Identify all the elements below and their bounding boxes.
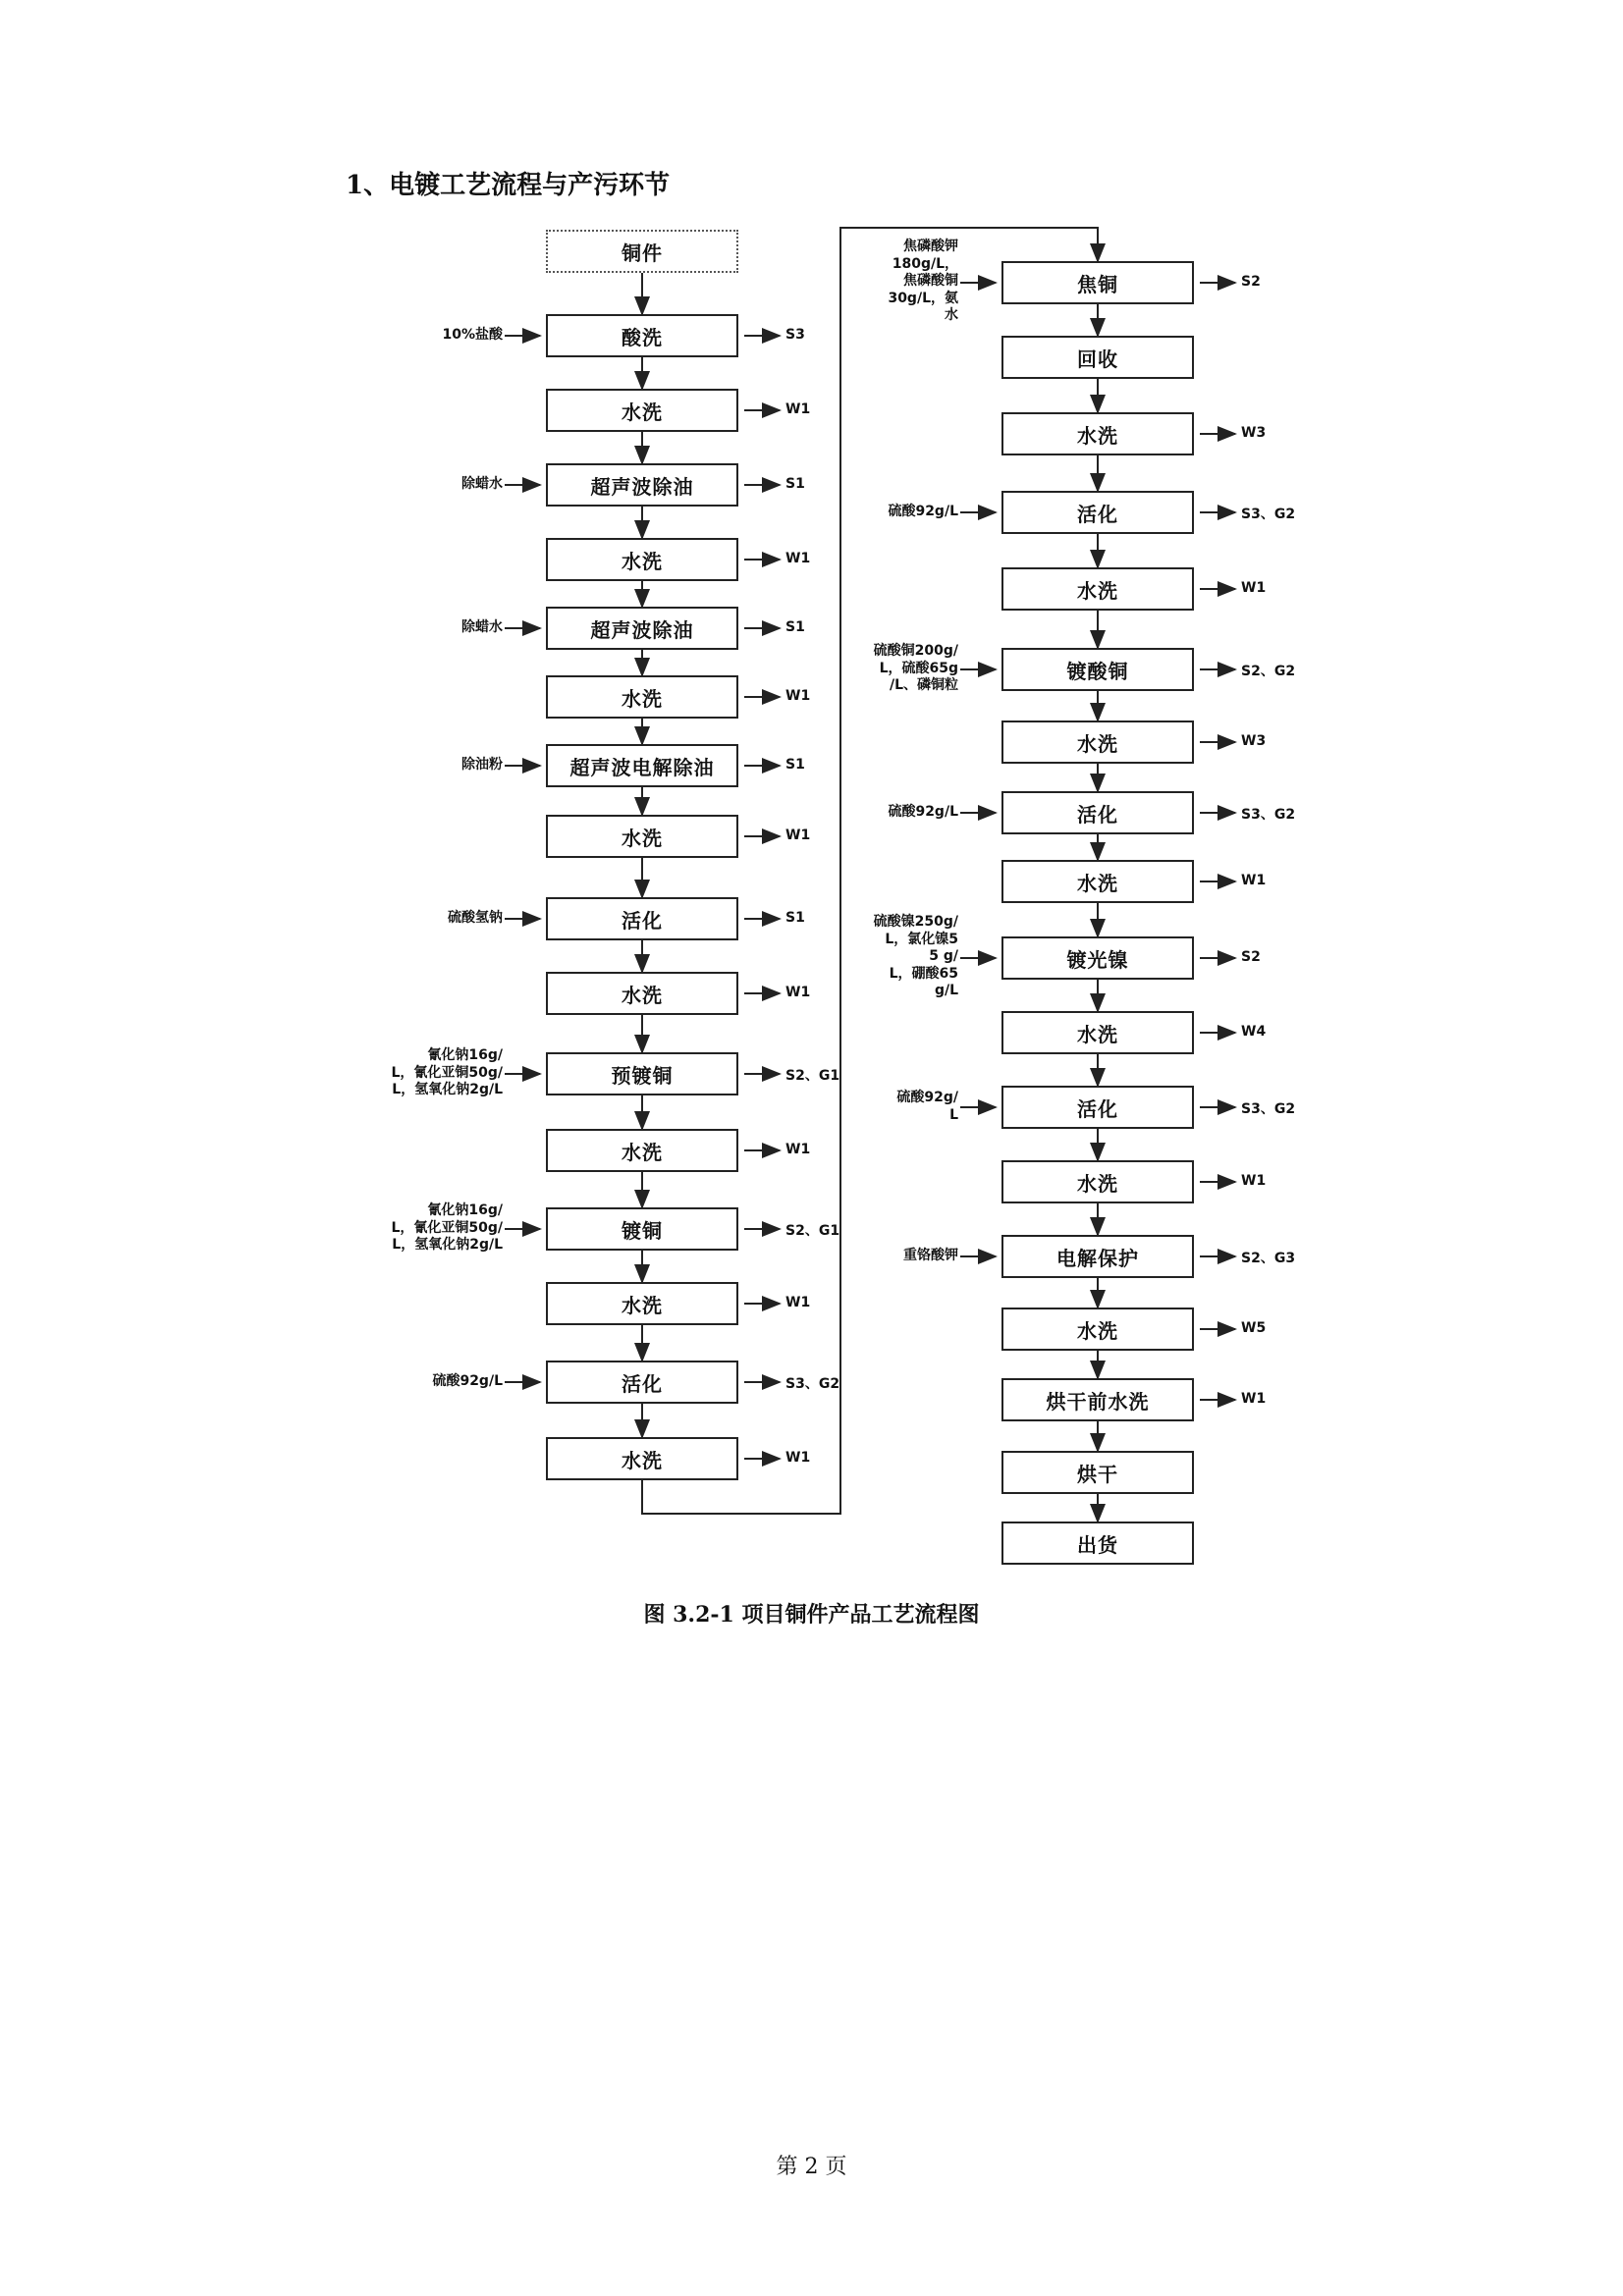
input-material-label: 除蜡水 — [461, 619, 503, 635]
right-step-box: 活化 — [1001, 491, 1194, 534]
right-step-box: 烘干 — [1001, 1451, 1194, 1494]
input-material-label: 氰化钠16g/ L，氰化亚铜50g/ L，氢氧化钠2g/L — [391, 1202, 503, 1253]
pollutant-output-label: W1 — [1241, 1391, 1267, 1407]
input-material-label: 除蜡水 — [461, 476, 503, 492]
input-material-label: 硫酸92g/L — [432, 1373, 503, 1389]
left-step-box: 水洗 — [546, 972, 738, 1015]
pollutant-output-label: S1 — [785, 910, 805, 926]
left-step-box: 预镀铜 — [546, 1052, 738, 1095]
left-step-box: 水洗 — [546, 1129, 738, 1172]
right-step-box: 活化 — [1001, 791, 1194, 834]
left-step-box: 超声波除油 — [546, 463, 738, 507]
right-step-box: 回收 — [1001, 336, 1194, 379]
left-step-box: 超声波除油 — [546, 607, 738, 650]
pollutant-output-label: W1 — [785, 1142, 811, 1157]
pollutant-output-label: S2 — [1241, 274, 1261, 290]
pollutant-output-label: W1 — [1241, 873, 1267, 888]
left-step-box: 活化 — [546, 897, 738, 940]
pollutant-output-label: W3 — [1241, 425, 1267, 441]
pollutant-output-label: S3、G2 — [1241, 507, 1296, 522]
pollutant-output-label: W4 — [1241, 1024, 1267, 1040]
pollutant-output-label: W1 — [785, 551, 811, 566]
left-step-box: 水洗 — [546, 389, 738, 432]
pollutant-output-label: S2 — [1241, 949, 1261, 965]
pollutant-output-label: W1 — [785, 688, 811, 704]
right-step-box: 出货 — [1001, 1522, 1194, 1565]
right-step-box: 镀光镍 — [1001, 936, 1194, 980]
left-step-box: 酸洗 — [546, 314, 738, 357]
pollutant-output-label: S1 — [785, 757, 805, 773]
pollutant-output-label: S3 — [785, 327, 805, 343]
pollutant-output-label: W1 — [1241, 1173, 1267, 1189]
pollutant-output-label: W5 — [1241, 1320, 1267, 1336]
input-material-label: 硫酸铜200g/ L，硫酸65g /L、磷铜粒 — [873, 643, 958, 693]
pollutant-output-label: S1 — [785, 619, 805, 635]
input-material-label: 除油粉 — [461, 757, 503, 773]
right-step-box: 镀酸铜 — [1001, 648, 1194, 691]
right-step-box: 水洗 — [1001, 860, 1194, 903]
figure-caption: 图 3.2-1 项目铜件产品工艺流程图 — [643, 1602, 980, 1628]
pollutant-output-label: W1 — [785, 985, 811, 1000]
left-step-box: 超声波电解除油 — [546, 744, 738, 787]
right-step-box: 水洗 — [1001, 1160, 1194, 1203]
input-material-label: 10%盐酸 — [442, 327, 503, 343]
right-step-box: 烘干前水洗 — [1001, 1378, 1194, 1421]
right-step-box: 水洗 — [1001, 567, 1194, 611]
input-material-label: 硫酸92g/L — [888, 804, 958, 820]
pollutant-output-label: S3、G2 — [1241, 1101, 1296, 1117]
pollutant-output-label: W1 — [785, 828, 811, 843]
input-material-label: 硫酸92g/ L — [896, 1090, 958, 1123]
input-material-label: 重铬酸钾 — [903, 1248, 958, 1263]
pollutant-output-label: S3、G2 — [1241, 807, 1296, 823]
right-step-box: 电解保护 — [1001, 1235, 1194, 1278]
right-step-box: 水洗 — [1001, 1308, 1194, 1351]
page-heading: 1、电镀工艺流程与产污环节 — [346, 171, 671, 200]
pollutant-output-label: S2、G1 — [785, 1068, 840, 1084]
right-step-box: 活化 — [1001, 1086, 1194, 1129]
pollutant-output-label: W1 — [785, 1295, 811, 1310]
pollutant-output-label: W1 — [1241, 580, 1267, 596]
left-step-box: 铜件 — [546, 230, 738, 273]
right-step-box: 焦铜 — [1001, 261, 1194, 304]
pollutant-output-label: S2、G2 — [1241, 664, 1296, 679]
left-step-box: 活化 — [546, 1361, 738, 1404]
pollutant-output-label: S1 — [785, 476, 805, 492]
left-step-box: 水洗 — [546, 538, 738, 581]
input-material-label: 硫酸镍250g/ L，氯化镍5 5 g/ L，硼酸65 g/L — [873, 914, 958, 998]
right-step-box: 水洗 — [1001, 1011, 1194, 1054]
right-step-box: 水洗 — [1001, 721, 1194, 764]
input-material-label: 焦磷酸钾 180g/L， 焦磷酸铜 30g/L，氨 水 — [888, 239, 958, 323]
pollutant-output-label: S2、G1 — [785, 1223, 840, 1239]
pollutant-output-label: S3、G2 — [785, 1376, 840, 1392]
left-step-box: 水洗 — [546, 1437, 738, 1480]
pollutant-output-label: S2、G3 — [1241, 1251, 1296, 1266]
pollutant-output-label: W3 — [1241, 733, 1267, 749]
input-material-label: 硫酸氢钠 — [448, 910, 503, 926]
input-material-label: 硫酸92g/L — [888, 504, 958, 519]
page-number: 第 2 页 — [776, 2155, 847, 2179]
input-material-label: 氰化钠16g/ L，氰化亚铜50g/ L，氢氧化钠2g/L — [391, 1047, 503, 1097]
left-step-box: 镀铜 — [546, 1207, 738, 1251]
left-step-box: 水洗 — [546, 1282, 738, 1325]
right-step-box: 水洗 — [1001, 412, 1194, 455]
left-step-box: 水洗 — [546, 815, 738, 858]
pollutant-output-label: W1 — [785, 1450, 811, 1466]
pollutant-output-label: W1 — [785, 401, 811, 417]
left-step-box: 水洗 — [546, 675, 738, 719]
